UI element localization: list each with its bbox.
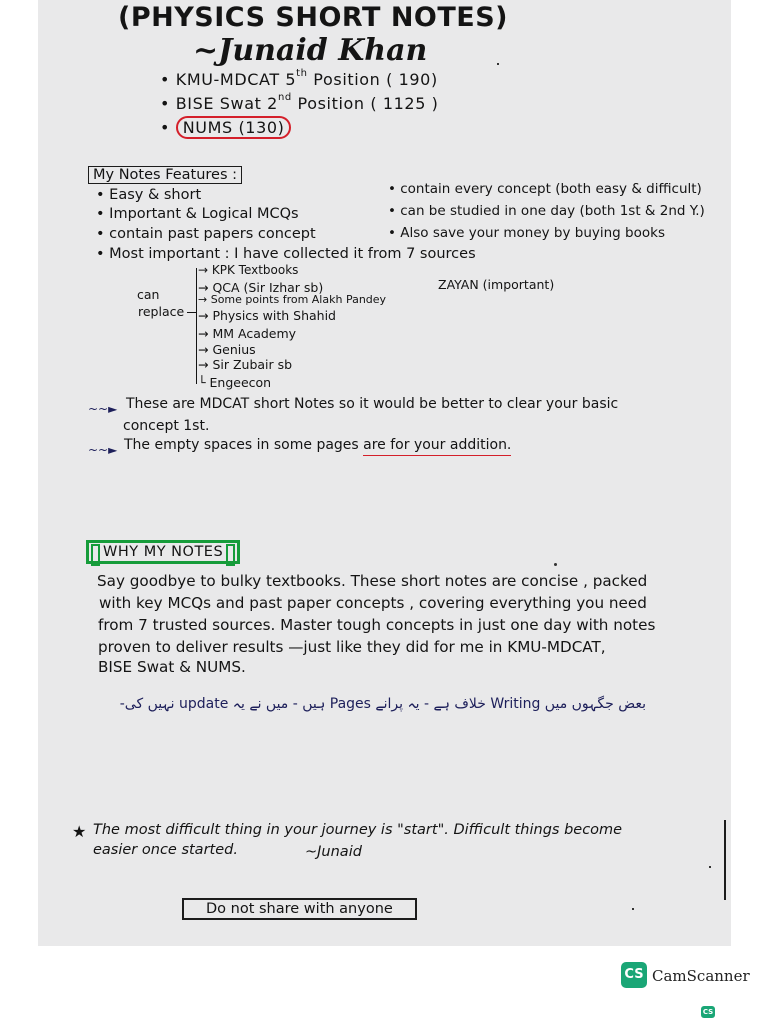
scanned-page <box>38 0 731 946</box>
feature-left-4: • Most important : I have collected it from 7 sources <box>96 246 476 262</box>
urdu-note: بعض جگہوں میں Writing خلاف ہے - یہ پرانے Pages ہیں - میں نے یہ update نہیں کی- <box>119 696 646 712</box>
note-line-2: The empty spaces in some pages are for your addition. <box>124 437 511 453</box>
position-kmu: • KMU-MDCAT 5th Position ( 190) <box>160 68 438 89</box>
why-line-3: from 7 trusted sources. Master tough concepts in just one day with notes <box>98 616 656 634</box>
speck <box>632 908 634 910</box>
quote-line-2: easier once started. <box>93 842 238 858</box>
arrow-icon: ~~► <box>88 443 118 457</box>
position-nums: • NUMS (130) <box>160 118 291 137</box>
feature-right-2: • can be studied in one day (both 1st & 2nd Y.) <box>388 203 705 219</box>
source-8: └ Engeecon <box>198 375 272 390</box>
quote-signature: ~Junaid <box>305 844 362 860</box>
feature-right-1: • contain every concept (both easy & difficult) <box>388 181 702 197</box>
features-heading: My Notes Features : <box>88 166 242 184</box>
arrow-icon: ~~► <box>88 402 118 416</box>
why-line-2: with key MCQs and past paper concepts , covering everything you need <box>99 594 647 612</box>
quote-line-1: The most difficult thing in your journey is "start". Difficult things become <box>93 822 623 838</box>
why-heading: WHY MY NOTES <box>86 540 240 564</box>
do-not-share-box: Do not share with anyone <box>182 898 417 920</box>
why-line-4: proven to deliver results —just like they did for me in KMU-MDCAT, <box>98 638 606 656</box>
page-title: (PHYSICS SHORT NOTES) <box>118 2 509 33</box>
position-bise: • BISE Swat 2nd Position ( 1125 ) <box>160 92 439 113</box>
edge-mark <box>724 820 726 900</box>
source-1: → KPK Textbooks <box>198 263 299 277</box>
speck <box>497 63 499 65</box>
sources-bracket <box>196 268 197 384</box>
why-line-5: BISE Swat & NUMS. <box>98 658 246 676</box>
why-line-1: Say goodbye to bulky textbooks. These short notes are concise , packed <box>97 572 648 590</box>
source-5: → MM Academy <box>198 326 297 341</box>
feature-left-2: • Important & Logical MCQs <box>96 206 299 222</box>
camscanner-mini-logo: CS <box>702 1008 714 1016</box>
feature-left-1: • Easy & short <box>96 187 202 203</box>
replace-connector <box>187 312 196 313</box>
replace-label: replace <box>138 304 185 319</box>
note-line-1: These are MDCAT short Notes so it would be better to clear your basic <box>126 396 619 412</box>
can-label: can <box>137 287 160 302</box>
feature-left-3: • contain past papers concept <box>96 226 316 242</box>
camscanner-text: CamScanner <box>652 967 750 985</box>
source-7: → Sir Zubair sb <box>198 357 293 372</box>
note-line-1b: concept 1st. <box>123 418 210 434</box>
camscanner-logo: CS <box>621 962 647 988</box>
speck <box>554 563 557 566</box>
nums-circled: NUMS (130) <box>176 116 292 139</box>
star-icon: ★ <box>72 822 87 841</box>
zayan-note: ZAYAN (important) <box>438 277 555 292</box>
author-name: ~Junaid Khan <box>193 33 428 68</box>
source-6: → Genius <box>198 342 256 357</box>
feature-right-3: • Also save your money by buying books <box>388 225 665 241</box>
source-4: → Physics with Shahid <box>198 308 336 323</box>
source-2: → QCA (Sir Izhar sb) <box>198 280 324 295</box>
speck <box>709 866 711 868</box>
source-3: → Some points from Alakh Pandey <box>198 293 387 306</box>
underlined-addition: are for your addition. <box>363 437 511 456</box>
